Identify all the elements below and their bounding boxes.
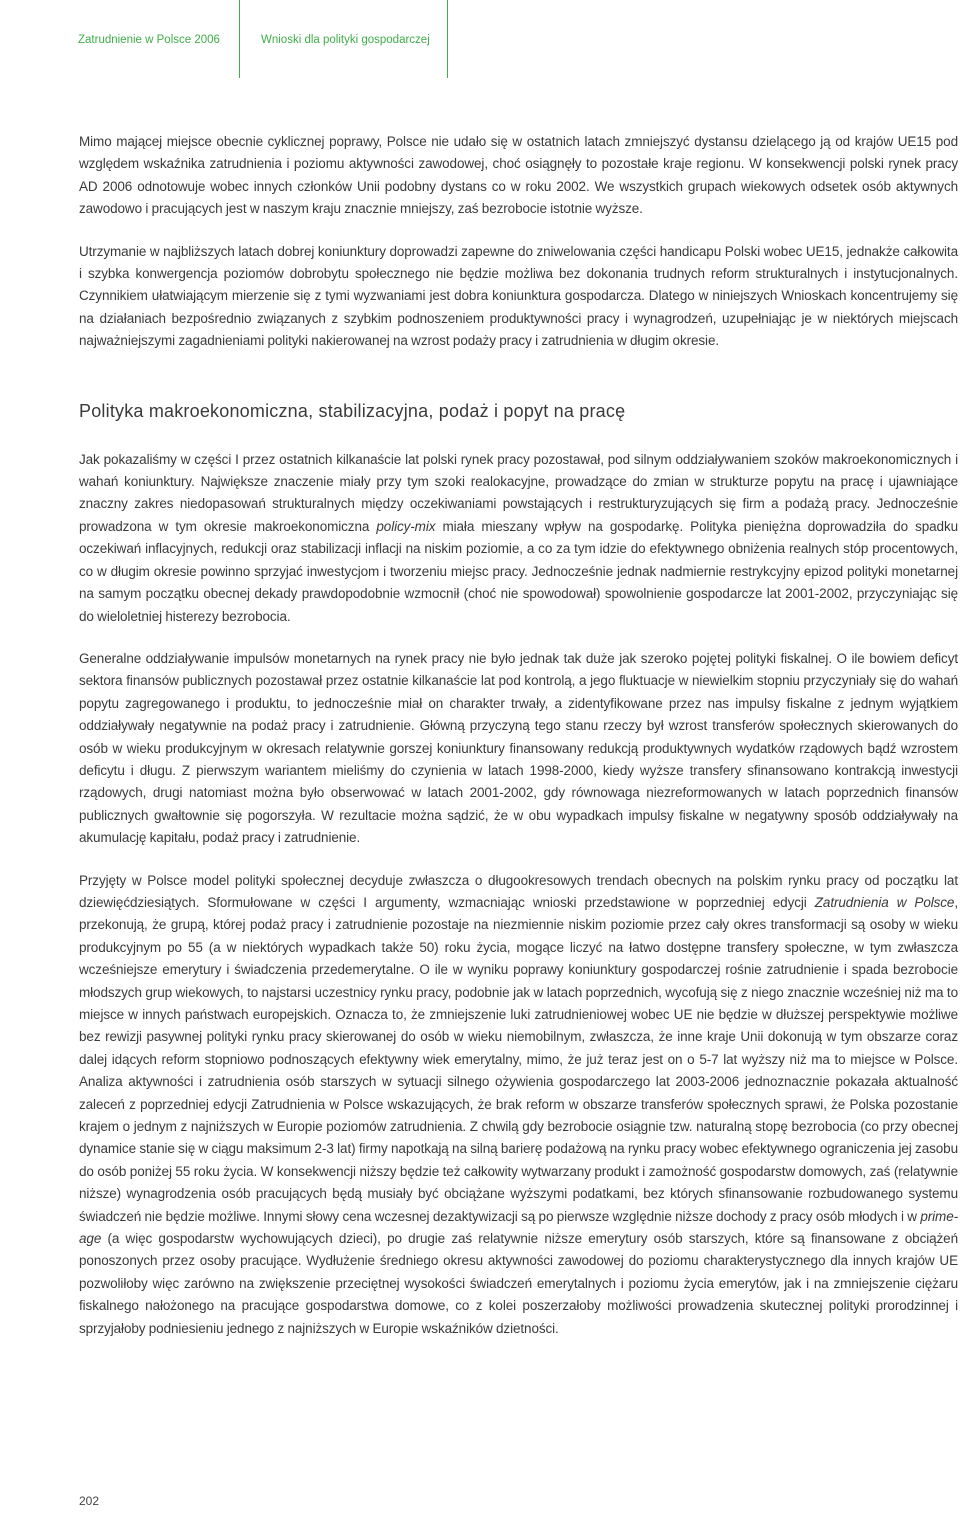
running-header	[0, 0, 448, 78]
header-tab-publication: Zatrudnienie w Polsce 2006	[0, 0, 240, 78]
section-paragraph-1-part-a: Jak pokazaliśmy w części I przez ostatnich kilkanaście lat polski rynek pracy pozostawał, pod silnym oddziaływaniem szoków makroekonomicznych i wahań koniunktury. Największe znaczenie miały przy tym szoki realokacyjne, prowadzące do zmian w strukturze popytu na pracę i ujawniające znaczny zakres niedopasowań strukturalnych między oczekiwaniami powstających i restrukturyzujących się firm a podażą pracy. Jednocześnie prowadzona w tym okresie makroekonomiczna	[79, 451, 958, 534]
intro-paragraph-2: Utrzymanie w najbliższych latach dobrej koniunktury doprowadzi zapewne do zniwelowania części handicapu Polski wobec UE15, jednakże całkowita i szybka konwergencja poziomów dobrobytu społecznego nie będzie możliwa bez dokonania trudnych reform strukturalnych i instytucjonalnych. Czynnikiem ułatwiającym mierzenie się z tymi wyzwaniami jest dobra koniunktura gospodarcza. Dlatego w niniejszych Wnioskach koncentrujemy się na działaniach bezpośrednio związanych z szybkim podnoszeniem produktywności pracy i wynagrodzeń, uzupełniając je w niektórych miejscach najważniejszymi zagadnieniami polityki nakierowanej na wzrost podaży pracy i zatrudnienia w długim okresie.	[79, 243, 958, 349]
section-paragraph-1	[79, 449, 958, 628]
section-paragraph-3-part-c: (a więc gospodarstw wychowujących dzieci), po drugie zaś relatywnie niższe emerytury osób starszych, które są finansowane z obciążeń ponoszonych przez osoby pracujące. Wydłużenie średniego okresu aktywności zawodowej do poziomu charakterystycznego dla innych krajów UE pozwoliłoby więc zarówno na zwiększenie przeciętnej wysokości świadczeń emerytalnych i poziomu życia emerytów, jak i na zmniejszenie ciężaru fiskalnego nałożonego na pracujące gospodarstwa domowe, co z kolei poszerzałoby możliwości prowadzenia skutecznej polityki prorodzinnej i sprzyjałoby podniesieniu jednego z najniższych w Europie wskaźników dzietności.	[79, 1231, 958, 1336]
policy-mix-term: policy-mix	[376, 518, 436, 534]
section-paragraph-3-part-a: Przyjęty w Polsce model polityki społecznej decyduje zwłaszcza o długookresowych trendach obecnych na polskim rynku pracy od początku lat dziewięćdziesiątych. Sformułowane w części I argumenty, wzmacniając wnioski przedstawione w poprzedniej edycji	[79, 872, 958, 910]
prime-age-term: prime-age	[79, 1208, 958, 1247]
section-heading: Polityka makroekonomiczna, stabilizacyjna, podaż i popyt na pracę	[79, 400, 626, 421]
section-paragraph-3	[79, 870, 958, 1341]
section-heading-wrap	[79, 399, 958, 423]
header-tab-chapter: Wnioski dla polityki gospodarczej	[240, 0, 448, 78]
intro-paragraph-1: Mimo mającej miejsce obecnie cyklicznej poprawy, Polsce nie udało się w ostatnich latach zmniejszyć dystansu dzielącego ją od krajów UE15 pod względem wskaźnika zatrudnienia i poziomu aktywności zawodowej, choć osiągnęły to pozostałe kraje regionu. W konsekwencji polski rynek pracy AD 2006 odnotowuje wobec innych członków Unii podobny dystans co w roku 2002. We wszystkich grupach wiekowych odsetek osób aktywnych zawodowo i pracujących jest w naszym kraju znacznie mniejszy, zaś bezrobocie istotnie wyższe.	[79, 134, 958, 217]
page-number: 202	[79, 1494, 100, 1508]
publication-title-italic: Zatrudnienia w Polsce	[814, 894, 955, 910]
section-paragraph-2: Generalne oddziaływanie impulsów monetarnych na rynek pracy nie było jednak tak duże jak szeroko pojętej polityki fiskalnej. O ile bowiem deficyt sektora finansów publicznych pozostawał przez ostatnie kilkanaście lat pod kontrolą, a jego fluktuacje w niewielkim stopniu przyczyniały się do wahań popytu zagregowanego i produktu, to jednocześnie miał on charakter trwały, a zidentyfikowane przez nas impulsy fiskalne z jednym wyjątkiem oddziaływały negatywnie na podaż pracy i zatrudnienie. Główną przyczyną tego stanu rzeczy był wzrost transferów społecznych skierowanych do osób w wieku produkcyjnym w okresach relatywnie gorszej koniunktury finansowany redukcją produktywnych wydatków rządowych bądź wzrostem deficytu i długu. Z pierwszym wariantem mieliśmy do czynienia w latach 1998-2000, kiedy wyższe transfery sfinansowano kontrakcją inwestycji rządowych, drugi natomiast można było obserwować w latach 2001-2002, gdy równowaga niezreformowanych w latach poprzednich finansów publicznych gwałtownie się pogorszyła. W rezultacie można sądzić, że w obu wypadkach impulsy fiskalne w negatywny sposób oddziaływały na akumulację kapitału, podaż pracy i zatrudnienie.	[79, 650, 958, 846]
section-paragraph-3-part-b: , przekonują, że grupą, której podaż pracy i zatrudnienie pozostaje na niezmiennie niskim poziomie przez cały okres transformacji są osoby w wieku produkcyjnym po 55 (a w niektórych wypadkach także 50) roku życia, mogące liczyć na łatwo dostępne transfery społeczne, w tym zwłaszcza wcześniejsze emerytury i świadczenia przedemerytalne. O ile w wyniku poprawy koniunktury gospodarczej rośnie zatrudnienie i spada bezrobocie młodszych grup wiekowych, to najstarsi uczestnicy rynku pracy, podobnie jak w latach poprzednich, wycofują się z niego znacznie wcześniej niż ma to miejsce w innych państwach europejskich. Oznacza to, że zmniejszenie luki zatrudnieniowej wobec UE nie będzie w dłuższej perspektywie możliwe bez rewizji pasywnej polityki rynku pracy skierowanej do osób w wieku niemobilnym, zwłaszcza, że inne kraje Unii dokonują w tym obszarze coraz dalej idących reform stopniowo podnoszących efektywny wiek emerytalny, mimo, że już teraz jest on o 5-7 lat wyższy niż ma to miejsce w Polsce. Analiza aktywności i zatrudnienia osób starszych w sytuacji silnego ożywienia gospodarczego lat 2003-2006 jednoznacznie pokazała aktualność zaleceń z poprzedniej edycji Zatrudnienia w Polsce wskazujących, że brak reform w obszarze transferów społecznych sprawi, że Polska pozostanie krajem o jednym z najniższych w Europie poziomów zatrudnienia. Z chwilą gdy bezrobocie osiągnie tzw. naturalną stopę bezrobocia (co przy obecnej dynamice stanie się w ciągu maksimum 2-3 lat) firmy napotkają na silną barierę podażową na rynku pracy wobec efektywnego ograniczenia jej zasobu do osób poniżej 55 roku życia. W konsekwencji niższy będzie też całkowity wytwarzany produkt i zamożność gospodarstw domowych, zaś (relatywnie niższe) wynagrodzenia osób pracujących będą musiały być obciążane wyższymi podatkami, bez których sfinansowanie rozbudowanego systemu świadczeń nie będzie możliwe. Innymi słowy cena wczesnej dezaktywizacji są po pierwsze względnie niższe dochody z pracy osób młodych i w	[79, 894, 959, 1224]
section-paragraph-1-part-b: miała mieszany wpływ na gospodarkę. Polityka pieniężna doprowadziła do spadku oczekiwań inflacyjnych, redukcji oraz stabilizacji inflacji na niskim poziomie, a co za tym idzie do efektywnego obniżenia realnych stóp procentowych, co w długim okresie powinno sprzyjać inwestycjom i tworzeniu miejsc pracy. Jednocześnie jednak nadmiernie restrykcyjny epizod polityki monetarnej na samym początku obecnej dekady prawdopodobnie wzmocnił (choć nie spowodował) spowolnienie gospodarcze lat 2001-2002, przyczyniając się do wieloletniej histerezy bezrobocia.	[79, 518, 959, 624]
page-body	[79, 131, 958, 1340]
